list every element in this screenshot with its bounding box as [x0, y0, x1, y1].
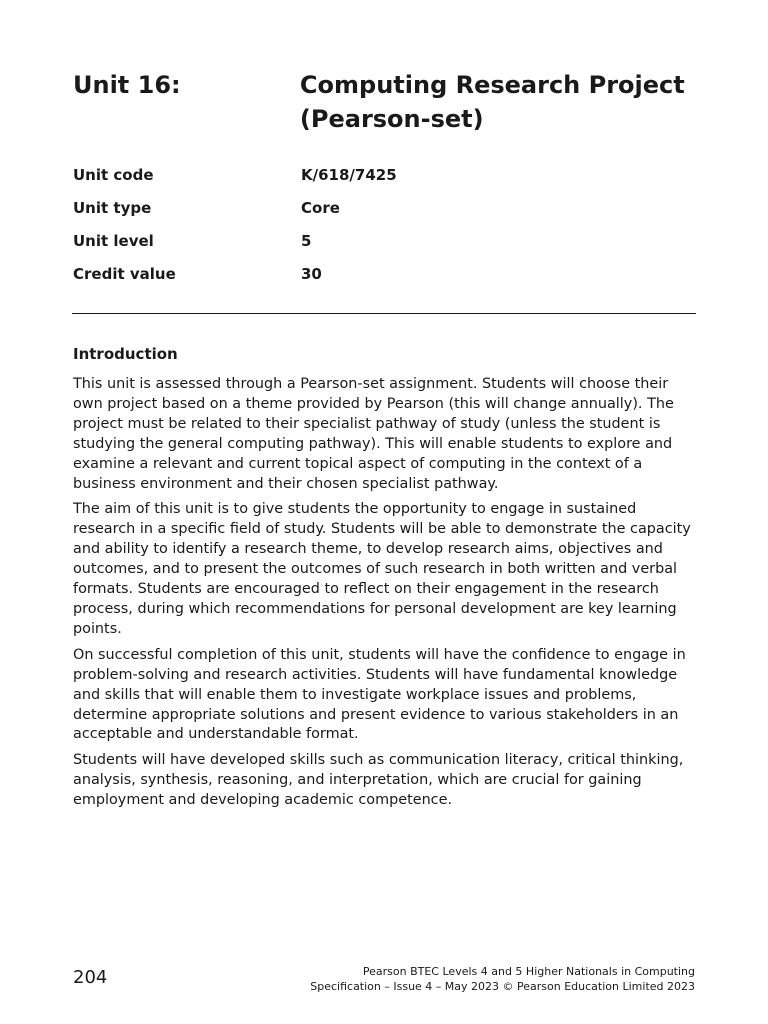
credit-value-row: [73, 257, 698, 290]
unit-code-row: [73, 158, 698, 191]
section-divider: [72, 313, 696, 314]
introduction-heading: Introduction: [73, 345, 178, 363]
footer-line-title: Pearson BTEC Levels 4 and 5 Higher Nationals in Computing: [362, 965, 695, 978]
introduction-paragraph: The aim of this unit is to give students the opportunity to engage in sustained research in a specific field of study. Students will be able to demonstrate the capacity and ability to identify a research theme, to develop research aims, objectives and outcomes, and to present the outcomes of such research in both written and verbal formats. Students are encouraged to reflect on their engagement in the research process, during which recommendations for personal development are key learning points.: [73, 501, 691, 637]
unit-title: Computing Research Project (Pearson-set): [299, 71, 685, 133]
unit-code-label: Unit code: [73, 165, 154, 184]
unit-code-value: K/618/7425: [301, 165, 397, 184]
introduction-paragraph: Students will have developed skills such as communication literacy, critical thinking, analysis, synthesis, reasoning, and interpretation, which are crucial for gaining employment and developing academic competence.: [73, 752, 684, 809]
introduction-paragraph: On successful completion of this unit, students will have the confidence to engage in problem-solving and research activities. Students will have fundamental knowledge and skills that will enable them to investigate workplace issues and problems, determine appropriate solutions and present evidence to various stakeholders in an acceptable and understandable format.: [73, 646, 686, 743]
introduction-paragraph: This unit is assessed through a Pearson-set assignment. Students will choose their own project based on a theme provided by Pearson (this will change annually). The project must be related to their specialist pathway of study (unless the student is studying the general computing pathway). This will enable students to explore and examine a relevant and current topical aspect of computing in the context of a business environment and their chosen specialist pathway.: [73, 376, 674, 492]
footer-line-copyright: Specification – Issue 4 – May 2023 © Pearson Education Limited 2023: [310, 980, 695, 993]
credit-value-label: Credit value: [73, 264, 176, 283]
page-number: 204: [73, 967, 108, 988]
unit-level-row: [73, 224, 698, 257]
unit-type-label: Unit type: [73, 198, 152, 217]
unit-type-value: Core: [301, 198, 340, 217]
page-footer: [73, 962, 695, 998]
unit-details-table: [73, 158, 698, 290]
unit-level-label: Unit level: [73, 231, 154, 250]
footer-publication-info: [310, 964, 695, 994]
credit-value-value: 30: [301, 264, 322, 283]
unit-title-row: [73, 68, 698, 136]
unit-number: Unit 16:: [73, 71, 181, 99]
introduction-section: [73, 343, 695, 817]
unit-type-row: [73, 191, 698, 224]
unit-level-value: 5: [301, 231, 312, 250]
